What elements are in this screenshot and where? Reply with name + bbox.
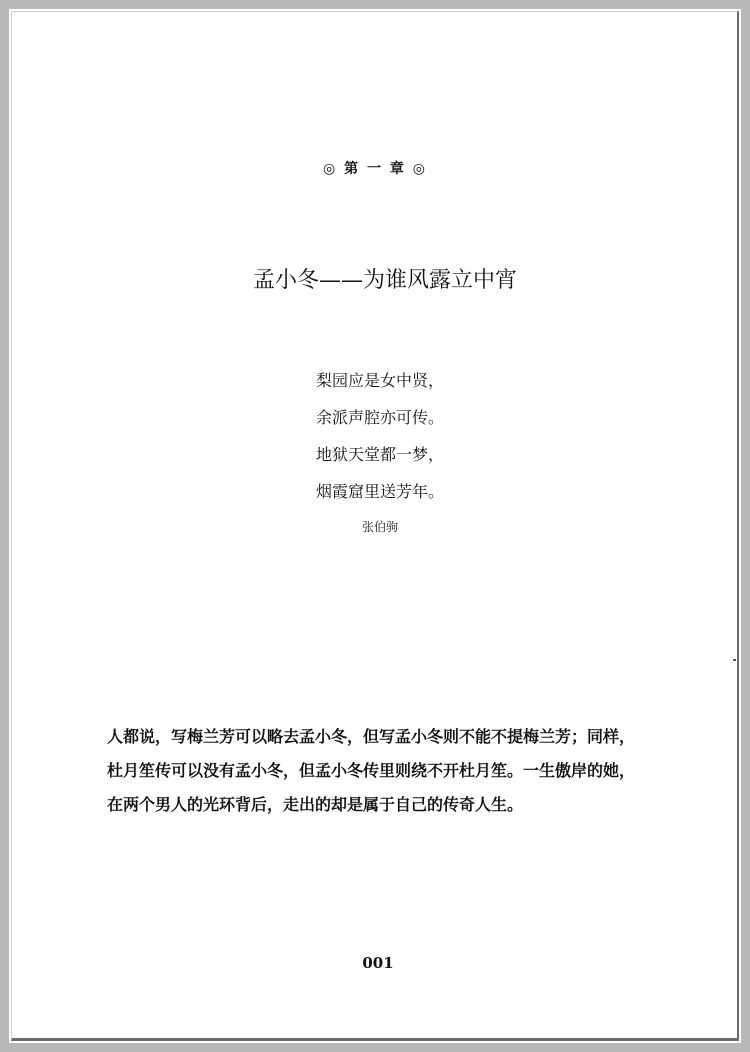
chapter-title: 孟小冬——为谁风露立中宵 [252,268,517,293]
chapter-label: ◎ 第 一 章 ◎ [323,161,427,177]
paragraph-line: 杜月笙传可以没有孟小冬，但孟小冬传里则绕不开杜月笙。一生傲岸的她， [107,761,636,780]
paragraph-line: 在两个男人的光环背后，走出的却是属于自己的传奇人生。 [107,795,524,814]
paragraph-line: 人都说，写梅兰芳可以略去孟小冬，但写孟小冬则不能不提梅兰芳；同样， [107,727,636,746]
poem-author: 张伯驹 [362,520,399,534]
poem-line: 烟霞窟里送芳年。 [316,482,445,501]
epigraph-poem [316,372,444,520]
poem-line: 梨园应是女中贤， [316,371,445,390]
poem-line: 地狱天堂都一梦， [316,445,445,464]
poem-line: 余派声腔亦可传。 [316,408,445,427]
page-number: 001 [362,954,394,972]
chapter-intro-paragraph [107,724,667,826]
scan-speck [733,659,736,661]
